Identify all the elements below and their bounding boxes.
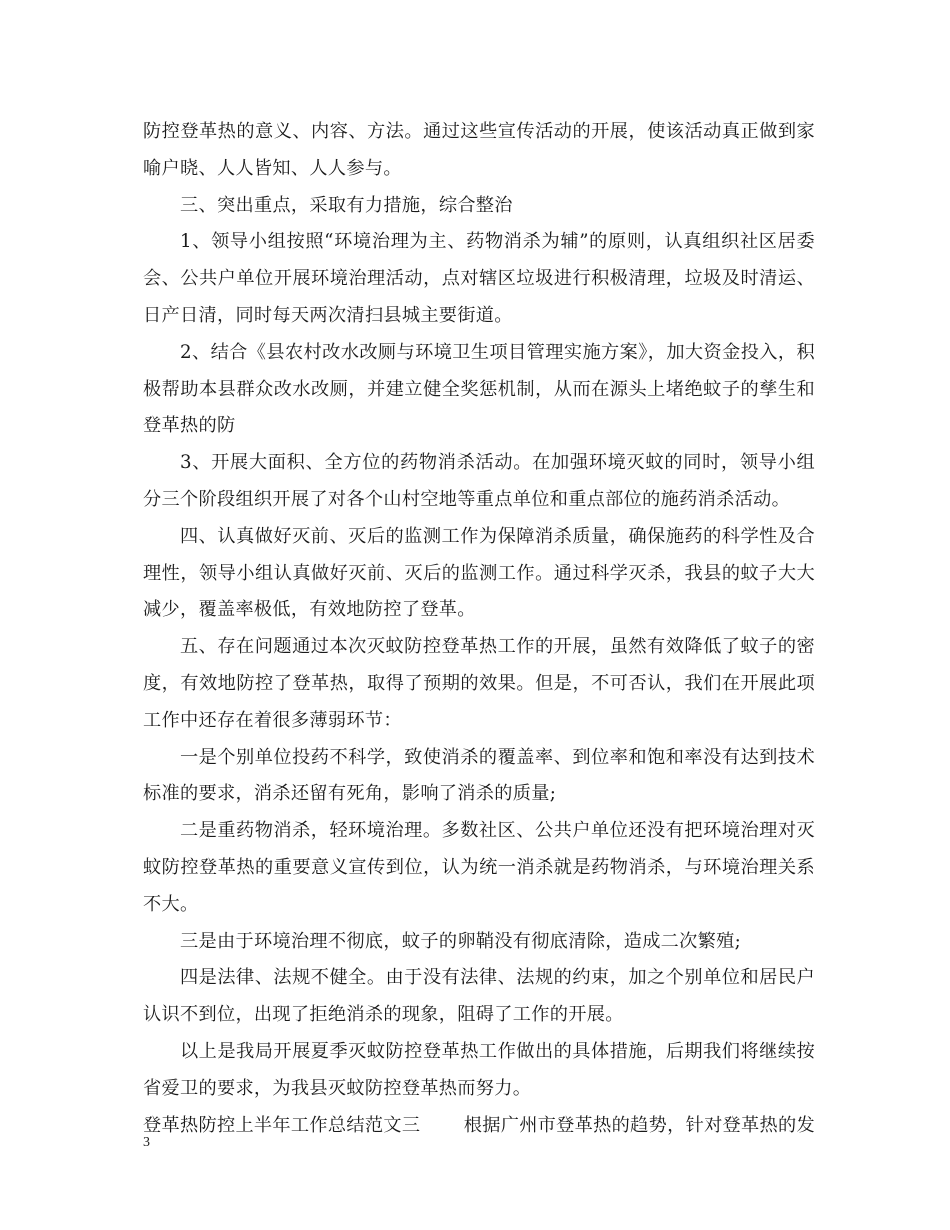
- next-section-continuation: 根据广州市登革热的趋势，针对登革热的发: [463, 1114, 815, 1136]
- problem-two-paragraph: 二是重药物消杀，轻环境治理。多数社区、公共户单位还没有把环境治理对灭蚊防控登革热的重要意义宣传到位，认为统一消杀就是药物消杀，与环境治理关系不大。: [143, 820, 815, 915]
- section-heading-three: 三、突出重点，采取有力措施，综合整治: [180, 194, 513, 216]
- paragraph-item-3: 3、开展大面积、全方位的药物消杀活动。在加强环境灭蚊的同时，领导小组分三个阶段组织开展了对各个山村空地等重点单位和重点部位的施药消杀活动。: [143, 452, 815, 510]
- next-section-heading: 登革热防控上半年工作总结范文三: [143, 1114, 421, 1136]
- next-section-line: [143, 1108, 815, 1145]
- closing-paragraph: 以上是我局开展夏季灭蚊防控登革热工作做出的具体措施，后期我们将继续按省爱卫的要求，为我县灭蚊防控登革热而努力。: [143, 1040, 815, 1099]
- section-five-paragraph: 五、存在问题通过本次灭蚊防控登革热工作的开展，虽然有效降低了蚊子的密度，有效地防控了登革热，取得了预期的效果。但是，不可否认，我们在开展此项工作中还存在着很多薄弱环节：: [143, 636, 815, 731]
- paragraph-item-1: 1、领导小组按照“环境治理为主、药物消杀为辅”的原则，认真组织社区居委会、公共户单位开展环境治理活动，点对辖区垃圾进行积极清理，垃圾及时清运、日产日清，同时每天两次清扫县城主要街道。: [143, 231, 815, 326]
- page-number: 3: [143, 1135, 150, 1150]
- problem-four-paragraph: 四是法律、法规不健全。由于没有法律、法规的约束，加之个别单位和居民户认识不到位，出现了拒绝消杀的现象，阻碍了工作的开展。: [143, 967, 815, 1026]
- problem-three-paragraph: 三是由于环境治理不彻底，蚊子的卵鞘没有彻底清除，造成二次繁殖;: [180, 930, 742, 952]
- paragraph-item-2: 2、结合《县农村改水改厕与环境卫生项目管理实施方案》，加大资金投入，积极帮助本县群众改水改厕，并建立健全奖惩机制，从而在源头上堵绝蚊子的孳生和登革热的防: [143, 341, 815, 437]
- problem-one-paragraph: 一是个别单位投药不科学，致使消杀的覆盖率、到位率和饱和率没有达到技术标准的要求，消杀还留有死角，影响了消杀的质量;: [143, 746, 815, 805]
- paragraph-intro-continuation: 防控登革热的意义、内容、方法。通过这些宣传活动的开展，使该活动真正做到家喻户晓、人人皆知、人人参与。: [143, 121, 815, 179]
- document-body: [143, 114, 815, 1144]
- section-four-paragraph: 四、认真做好灭前、灭后的监测工作为保障消杀质量，确保施药的科学性及合理性，领导小组认真做好灭前、灭后的监测工作。通过科学灭杀，我县的蚊子大大减少，覆盖率极低，有效地防控了登革。: [143, 525, 815, 621]
